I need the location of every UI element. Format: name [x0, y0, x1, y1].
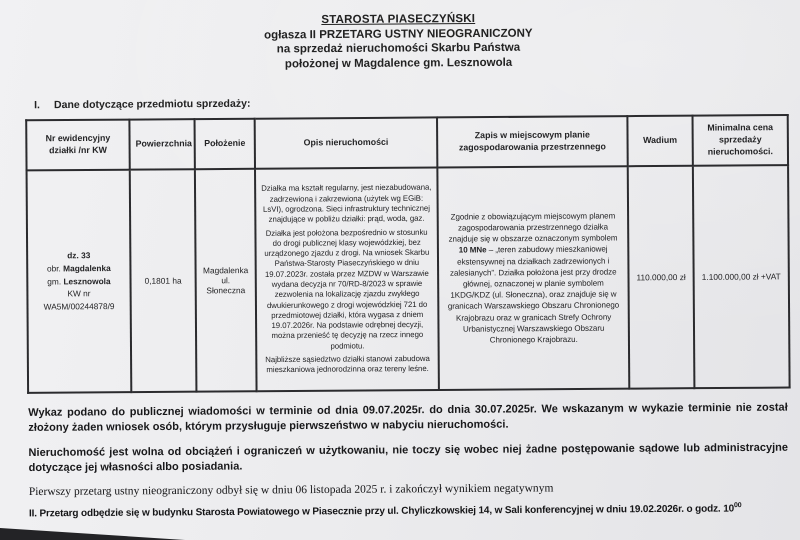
col-header-deposit: Wadium: [627, 116, 692, 167]
cell-area: 0,1801 ha: [130, 169, 197, 392]
paragraph-first-auction: Pierwszy przetarg ustny nieograniczony odbył się w dniu 06 listopada 2025 r. i zakończył wynikiem negatywnym: [28, 481, 554, 498]
cell-min-price: 1.100.000,00 zł +VAT: [693, 165, 790, 388]
zoning-text-tail: – „teren zabudowy mieszkaniowej ekstensywnej na działkach zadrzewionych i zalesianych”. Działka położona jest przy drodze głównej, oznaczonej w planie symbolem 1KDG/KDZ (ul. Słoneczna), oraz znajduje się w granicach Warszawskiego Obszaru Chronionego Krajobrazu oraz w granicach Strefy Ochrony Urbanistycznej Warszawskiego Obszaru Chronionego Krajobrazu.: [447, 244, 620, 345]
kw-number: WA5M/00244878/9: [43, 301, 115, 312]
section-title: Dane dotyczące przedmiotu sprzedaży:: [53, 97, 251, 112]
property-table: [25, 114, 790, 394]
cell-description: [255, 168, 439, 392]
header-line-auction: ogłasza II PRZETARG USTNY NIEOGRANICZONY: [264, 27, 533, 41]
header-line-location: położonej w Magdalence gm. Lesznowola: [284, 56, 513, 70]
col-header-location: Położenie: [195, 119, 255, 170]
description-paragraph-1: Działka ma kształt regularny, jest niezabudowana, zadrzewiona i zakrzewiona (użytek wg EGiB: LsVI), ogrodzona. Sieci infrastruktury technicznej znajdujące w pobliżu działki: prąd, woda, gaz.: [261, 183, 432, 225]
col-header-min-price: Minimalna cena sprzedaży nieruchomości.: [693, 115, 789, 166]
section-numeral: I.: [34, 99, 41, 112]
location-town: Magdalenka: [202, 265, 249, 276]
kw-label: KW nr: [67, 288, 91, 299]
header-line-subject: na sprzedaż nieruchomości Skarbu Państwa: [276, 41, 521, 56]
announcement-header: [0, 10, 799, 74]
zoning-paragraph: [444, 210, 623, 346]
paragraph-encumbrances: Nieruchomość jest wolna od obciążeń i ograniczeń w użytkowaniu, nie toczy się wobec niej żadne postępowanie sądowe lub administracyjne dotyczące jej własności albo posiadania.: [28, 441, 789, 475]
zoning-text-lead: Zgodnie z obowiązującym miejscowym planem zagospodarowania przestrzennego działka znajduje się w obszarze oznaczonym symbolem: [448, 211, 618, 244]
second-auction-text: II. Przetarg odbędzie się w budynku Starosta Powiatowego w Piasecznie przy ul. Chyliczkowskiej 14, w Sali konferencyjnej w dniu 19.02.2026r. o godz. 10: [28, 503, 735, 519]
col-header-plot-id: Nr ewidencyjny działki /nr KW: [26, 120, 130, 171]
zoning-symbol: 10 MNe: [458, 245, 487, 255]
cell-plot-id: [27, 170, 132, 393]
col-header-zoning: Zapis w miejscowym planie zagospodarowania przestrzennego: [437, 116, 628, 167]
description-paragraph-3: Najbliższe sąsiedztwo działki stanowi zabudowa mieszkaniowa jednorodzinna oraz tereny leśne.: [265, 353, 430, 375]
header-line-authority: STAROSTA PIASECZYŃSKI: [321, 12, 476, 27]
table-header-row: [26, 115, 788, 170]
paragraph-public-notice: Wykaz podano do publicznej wiadomości w terminie od dnia 09.07.2025r. do dnia 30.07.2025r. We wskazanym w wykazie terminie nie został złożony żaden wniosek osób, którym przysługuje pierwszeństwo w nabyciu nieruchomości.: [28, 401, 788, 435]
gmina-name: Lesznowola: [63, 275, 111, 286]
paragraph-second-auction: [29, 501, 789, 519]
col-header-description: Opis nieruchomości: [255, 117, 438, 168]
section-heading: [34, 94, 800, 111]
cell-zoning: [437, 166, 629, 390]
cell-location: [195, 169, 257, 392]
table-row: [27, 165, 790, 393]
obreb-name: Magdalenka: [63, 262, 111, 274]
cell-deposit: 110.000,00 zł: [628, 166, 695, 389]
col-header-area: Powierzchnia: [129, 119, 194, 170]
gmina-label: gm.: [47, 275, 62, 287]
second-auction-time-superscript: 00: [733, 501, 742, 509]
obreb-label: obr.: [46, 263, 61, 274]
plot-number: dz. 33: [67, 249, 91, 261]
notes-section: [28, 401, 788, 519]
location-street: ul. Słoneczna: [206, 275, 246, 296]
description-paragraph-2: Działka jest położona bezpośrednio w stosunku do drogi publicznej klasy wojewódzkiej, bez urządzonego zjazdu z drogi. Na wniosek Skarbu Państwa-Starosty Piaseczyńskiego w dniu 19.07.2023r. została przez MZDW w Warszawie wydana decyzja nr 70/RD-8/2023 w sprawie zezwolenia na lokalizację zjazdu zwykłego dwukierunkowego z drogi wojewódzkiej 721 do przedmiotowej działki, która wygasa z dniem 19.07.2026r. Na podstawie odrębnej decyzji, można przenieść tę decyzję na rzecz innego podmiotu.: [264, 227, 430, 351]
